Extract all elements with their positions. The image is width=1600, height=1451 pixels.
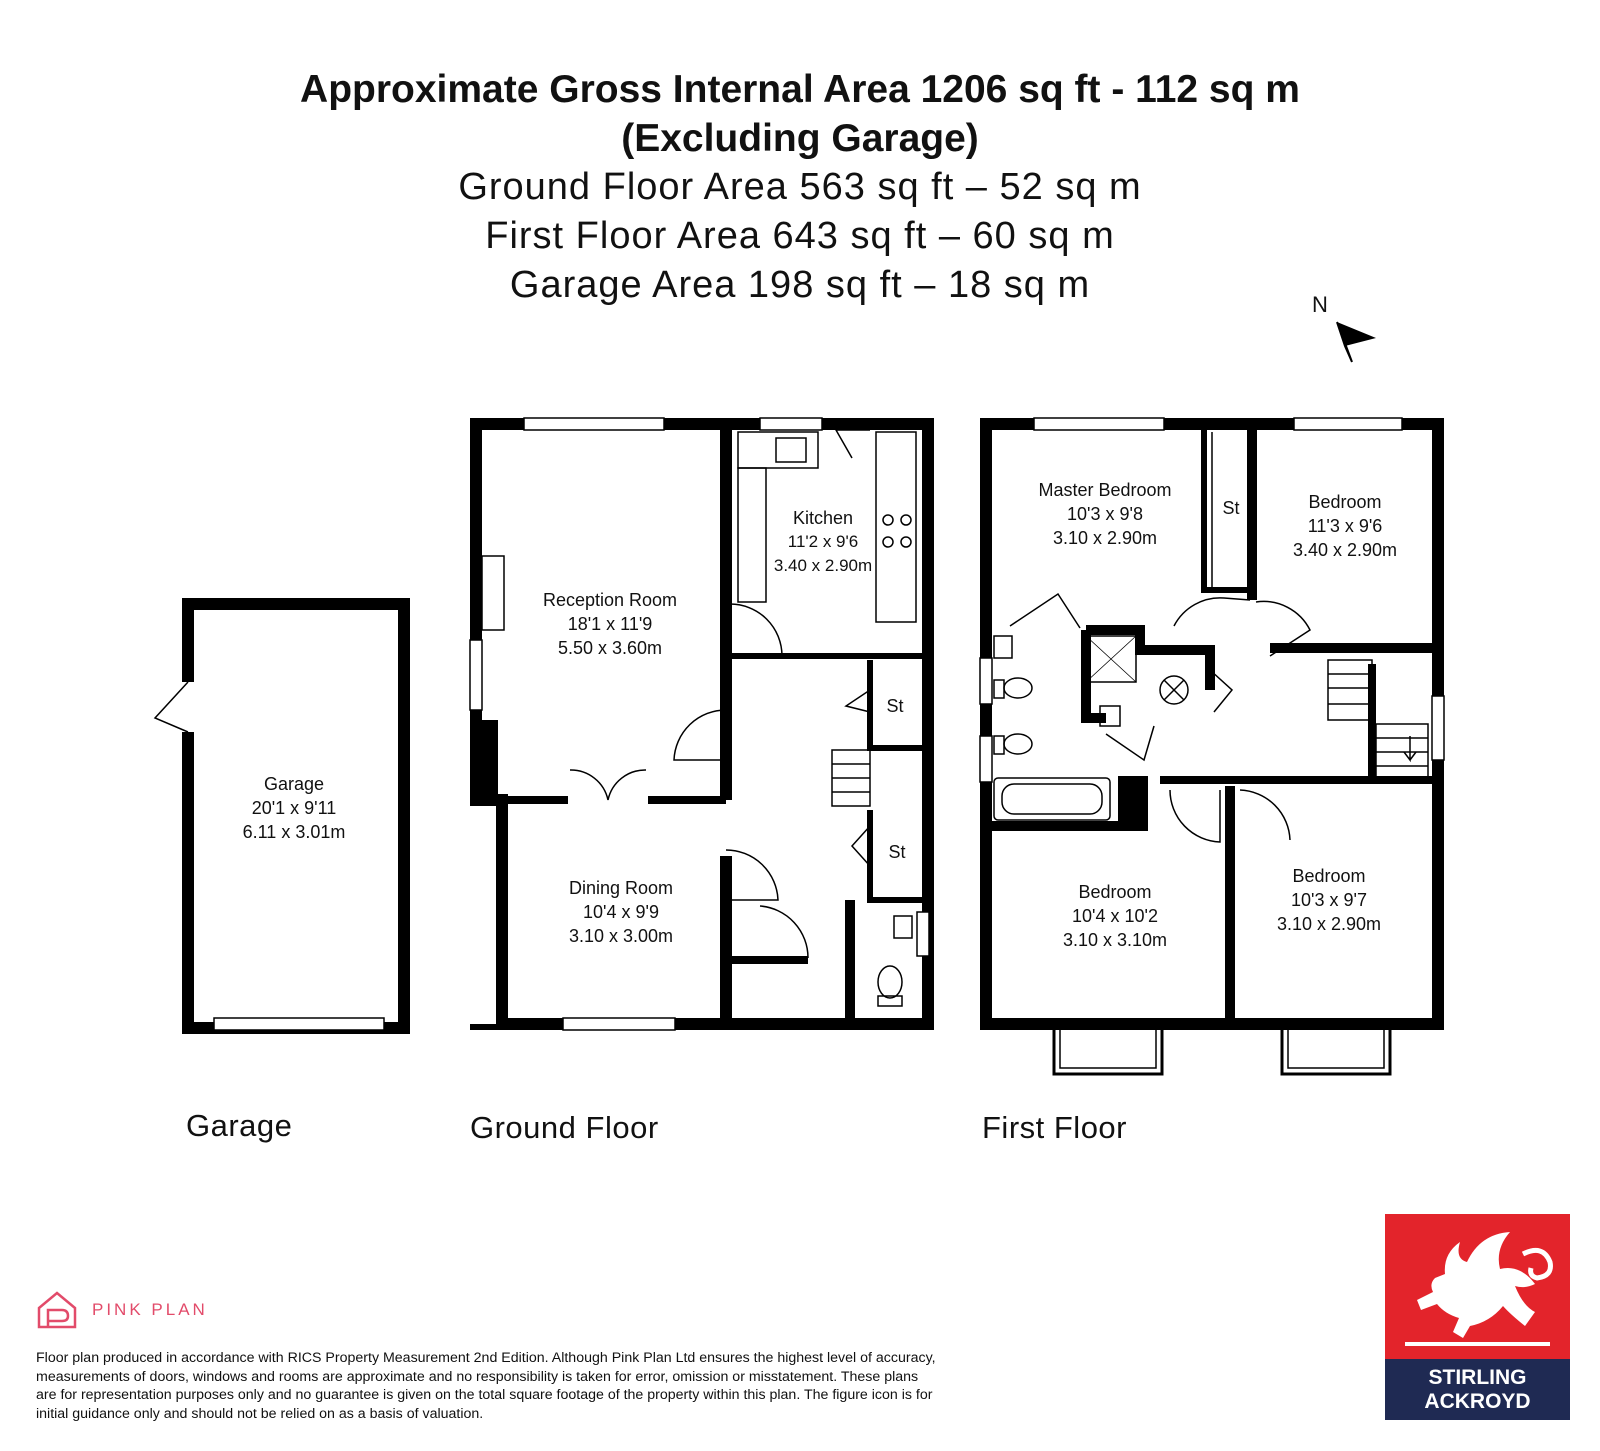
garage-room-label	[224, 772, 364, 844]
master-bedroom-imperial: 10'3 x 9'8	[1067, 504, 1143, 524]
store-label-2: St	[888, 842, 906, 862]
pinkplan-logo	[36, 1290, 208, 1330]
bedroom-se-metric: 3.10 x 2.90m	[1276, 914, 1382, 934]
garage-room-imperial: 20'1 x 9'11	[251, 798, 337, 818]
bedroom-se-label	[1264, 864, 1394, 936]
griffin-icon	[1385, 1214, 1570, 1359]
title-gross-area: Approximate Gross Internal Area 1206 sq ft - 112 sq m	[300, 68, 1300, 111]
stirling-ackroyd-logo	[1385, 1214, 1570, 1420]
bedroom-sw-imperial: 10'4 x 10'2	[1072, 906, 1158, 926]
garage-room-name: Garage	[263, 774, 325, 794]
title-excluding-garage: (Excluding Garage)	[621, 117, 979, 160]
store-label-first: St	[1222, 498, 1240, 518]
reception-room-metric: 5.50 x 3.60m	[557, 638, 663, 658]
dining-room-metric: 3.10 x 3.00m	[568, 926, 674, 946]
master-bedroom-label	[1020, 478, 1190, 550]
brand-line-1: STIRLING	[1428, 1366, 1527, 1389]
first-floor-label: First Floor	[982, 1110, 1127, 1145]
kitchen-label	[768, 506, 878, 578]
reception-room-label	[520, 588, 700, 660]
master-bedroom-name: Master Bedroom	[1038, 480, 1172, 500]
reception-room-imperial: 18'1 x 11'9	[567, 614, 653, 634]
kitchen-metric: 3.40 x 2.90m	[773, 556, 873, 575]
north-label: N	[1312, 292, 1328, 317]
kitchen-imperial: 11'2 x 9'6	[787, 532, 859, 551]
garage-area: Garage Area 198 sq ft – 18 sq m	[509, 264, 1091, 306]
kitchen-name: Kitchen	[792, 508, 854, 528]
bedroom-sw-name: Bedroom	[1078, 882, 1152, 902]
ground-floor-label: Ground Floor	[470, 1110, 659, 1145]
brand-name-panel	[1385, 1359, 1570, 1420]
dining-room-name: Dining Room	[568, 878, 674, 898]
north-arrow-icon	[1337, 322, 1376, 362]
bedroom-ne-metric: 3.40 x 2.90m	[1292, 540, 1398, 560]
bedroom-se-imperial: 10'3 x 9'7	[1291, 890, 1367, 910]
first-floor-area: First Floor Area 643 sq ft – 60 sq m	[485, 215, 1115, 257]
garage-room-metric: 6.11 x 3.01m	[242, 822, 346, 842]
ground-floor-area: Ground Floor Area 563 sq ft – 52 sq m	[458, 166, 1142, 208]
bedroom-sw-label	[1050, 880, 1180, 952]
bedroom-ne-label	[1280, 490, 1410, 562]
brand-line-2: ACKROYD	[1424, 1390, 1531, 1413]
bedroom-sw-metric: 3.10 x 3.10m	[1062, 930, 1168, 950]
master-bedroom-metric: 3.10 x 2.90m	[1052, 528, 1158, 548]
bedroom-ne-imperial: 11'3 x 9'6	[1307, 516, 1383, 536]
pinkplan-name: PINK PLAN	[92, 1300, 208, 1319]
brand-emblem-panel	[1385, 1214, 1570, 1359]
bedroom-ne-name: Bedroom	[1308, 492, 1382, 512]
reception-room-name: Reception Room	[542, 590, 678, 610]
bedroom-se-name: Bedroom	[1292, 866, 1366, 886]
pinkplan-house-icon	[36, 1290, 78, 1330]
dining-room-label	[546, 876, 696, 948]
store-label-1: St	[886, 696, 904, 716]
garage-floor-label: Garage	[186, 1108, 293, 1143]
dining-room-imperial: 10'4 x 9'9	[583, 902, 659, 922]
disclaimer-text: Floor plan produced in accordance with RICS Property Measurement 2nd Edition. Although Pink Plan Ltd ensures the highest level of accuracy, measurements of doors, windows and rooms are approximate and no responsibility is taken for error, omission or misstatement. These plans are for representation purposes only and no guarantee is given on the total square footage of the property within this plan. The figure icon is for initial guidance only and should not be relied on as a basis of valuation.	[36, 1350, 936, 1422]
